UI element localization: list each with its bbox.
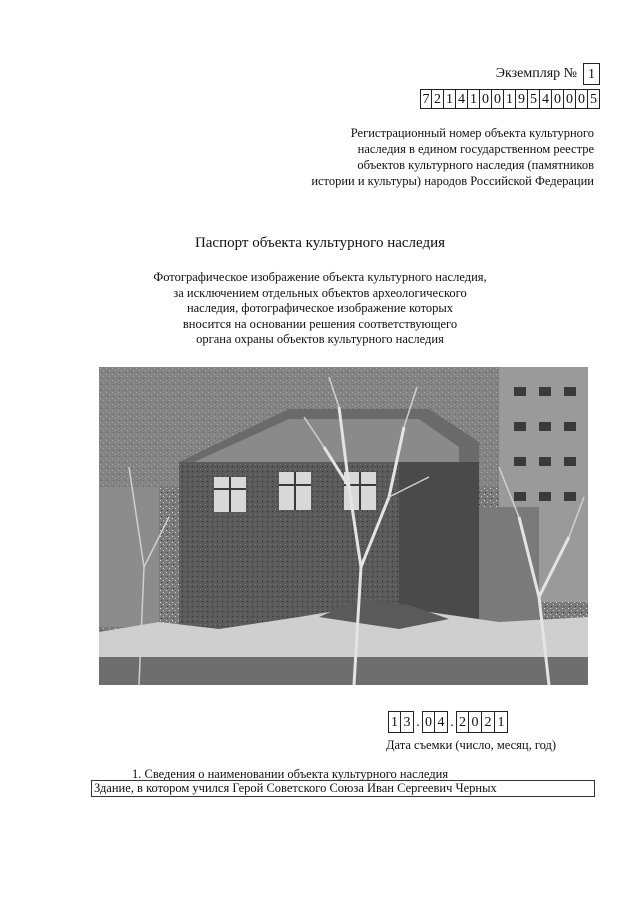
date-digit: 1 [495,711,508,733]
date-digit: 2 [482,711,495,733]
registration-caption-line: объектов культурного наследия (памятников [357,158,594,172]
reg-digit: 9 [516,89,528,109]
reg-digit: 5 [528,89,540,109]
copy-number-cell: 1 [583,63,600,85]
reg-digit: 5 [588,89,600,109]
date-digit: 1 [388,711,401,733]
reg-digit: 4 [456,89,468,109]
registration-caption [264,125,594,189]
reg-digit: 0 [492,89,504,109]
reg-digit: 2 [432,89,444,109]
reg-digit: 1 [444,89,456,109]
copy-label: Экземпляр № [495,66,577,81]
object-name-field: Здание, в котором учился Герой Советского Союза Иван Сергеевич Черных [91,780,595,797]
photo-caption-line: Фотографическое изображение объекта культурного наследия, [153,270,487,284]
photo-caption-line: органа охраны объектов культурного наследия [196,332,444,346]
photo-caption-line: за исключением отдельных объектов археологического [173,285,467,300]
photo-caption-line: вносится на основании решения соответствующего [182,316,458,331]
date-digit: 4 [435,711,448,733]
reg-digit: 0 [480,89,492,109]
registration-caption-line: истории и культуры) народов Российской Федерации [311,174,594,188]
date-separator: . [450,715,454,730]
photo-caption [0,270,640,348]
survey-date-caption: Дата съемки (число, месяц, год) [386,738,557,752]
registration-number [420,89,600,109]
registration-caption-line: Регистрационный номер объекта культурного [350,126,594,140]
reg-digit: 1 [504,89,516,109]
page-title: Паспорт объекта культурного наследия [194,235,446,251]
reg-digit: 0 [564,89,576,109]
reg-digit: 4 [540,89,552,109]
date-digit: 0 [469,711,482,733]
copy-number-row [496,63,600,85]
reg-digit: 7 [420,89,432,109]
registration-caption-line: наследия в едином государственном реестре [357,142,594,156]
building-photo [99,367,588,685]
date-digit: 3 [401,711,414,733]
section-1-label: 1. Сведения о наименовании объекта культурного наследия [132,767,449,781]
reg-digit: 1 [468,89,480,109]
date-separator: . [416,715,420,730]
reg-digit: 0 [552,89,564,109]
photo-caption-line: наследия, фотографическое изображение которых [186,301,454,315]
date-digit: 2 [456,711,469,733]
date-digit: 0 [422,711,435,733]
survey-date [388,711,508,733]
reg-digit: 0 [576,89,588,109]
